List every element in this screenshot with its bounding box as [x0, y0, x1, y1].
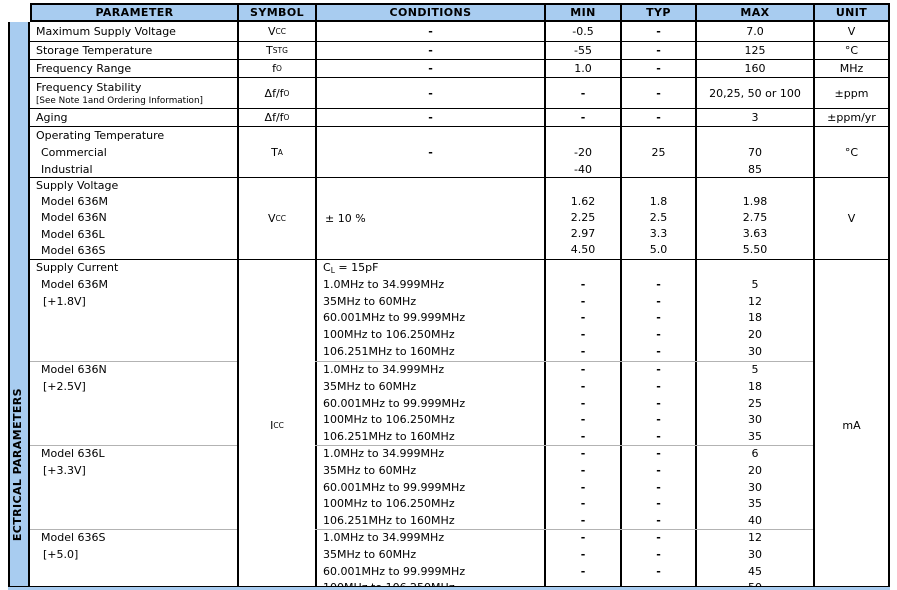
- symbol-subscript: O: [283, 88, 290, 98]
- condition-row: [315, 362, 813, 379]
- min-cell: -: [544, 294, 620, 311]
- max-cell: 40: [695, 513, 813, 530]
- conditions-cell: 35MHz to 60MHz: [315, 379, 544, 396]
- voltage-label: [+1.8V]: [43, 294, 86, 308]
- max-cell: 30: [695, 412, 813, 429]
- typ-cell: -: [620, 396, 695, 413]
- condition-row: [315, 310, 813, 327]
- param-line: Model 636N: [41, 211, 107, 225]
- load-cap-base: C: [323, 261, 331, 274]
- typ-value: 5.0: [649, 243, 668, 257]
- conditions-cell: 1.0MHz to 34.999MHz: [315, 446, 544, 463]
- symbol-subscript: STG: [272, 46, 288, 55]
- typ-cell: -: [620, 446, 695, 463]
- param-cell: Aging: [36, 111, 68, 124]
- values-block-636l: [315, 445, 813, 529]
- voltage-label: [+5.0]: [43, 547, 79, 561]
- symbol-cell: [237, 260, 315, 590]
- conditions-cell: 35MHz to 60MHz: [315, 294, 544, 311]
- min-cell: 1.0: [544, 60, 620, 77]
- values-block-636s: [315, 529, 813, 590]
- max-cell: 18: [695, 310, 813, 327]
- symbol-base: Δf/f: [264, 86, 284, 100]
- conditions-values-group: [315, 260, 813, 590]
- condition-row: [315, 379, 813, 396]
- typ-cell: -: [620, 42, 695, 59]
- typ-cell: -: [620, 78, 695, 108]
- max-cell: 12: [695, 294, 813, 311]
- condition-row: [315, 327, 813, 344]
- max-cell: 20: [695, 463, 813, 480]
- max-cell: 30: [695, 344, 813, 361]
- condition-row: [315, 344, 813, 361]
- max-cell: [695, 127, 813, 178]
- min-cell: -: [544, 547, 620, 564]
- min-cell: -: [544, 362, 620, 379]
- conditions-cell: 35MHz to 60MHz: [315, 463, 544, 480]
- table-row: [30, 41, 890, 59]
- param-line: Model 636S: [41, 243, 106, 257]
- param-block-636m: [30, 260, 237, 361]
- condition-row: [315, 547, 813, 564]
- symbol-cell: [237, 178, 315, 259]
- max-cell: 6: [695, 446, 813, 463]
- typ-cell: -: [620, 412, 695, 429]
- model-label: Model 636S: [41, 531, 106, 544]
- condition-row: [315, 429, 813, 446]
- min-cell: -: [544, 78, 620, 108]
- values-block-636m: [315, 260, 813, 361]
- condition-row: [315, 294, 813, 311]
- typ-cell: -: [620, 109, 695, 126]
- param-title: Frequency Stability: [36, 81, 142, 94]
- max-cell: 160: [695, 60, 813, 77]
- symbol-base: f: [272, 62, 276, 75]
- symbol-base: Δf/f: [264, 111, 284, 124]
- min-cell: -: [544, 446, 620, 463]
- min-cell: -: [544, 480, 620, 497]
- typ-cell: -: [620, 310, 695, 327]
- max-cell: 5: [695, 277, 813, 294]
- param-block-636l: [30, 445, 237, 529]
- conditions-cell: 60.001MHz to 99.999MHz: [315, 564, 544, 581]
- typ-cell: -: [620, 513, 695, 530]
- col-header-typ: TYP: [620, 5, 695, 20]
- voltage-label: [+2.5V]: [43, 379, 86, 393]
- param-note: [See Note 1and Ordering Information]: [36, 96, 203, 106]
- unit-cell: ±ppm/yr: [813, 109, 890, 126]
- min-cell: -0.5: [544, 22, 620, 41]
- section-sidebar-label: ECTRICAL PARAMETERS: [11, 388, 24, 542]
- max-cell: 5: [695, 362, 813, 379]
- max-cell: 30: [695, 480, 813, 497]
- conditions-cell: [315, 260, 544, 277]
- conditions-cell: -: [315, 78, 544, 108]
- conditions-cell: 100MHz to 106.250MHz: [315, 496, 544, 513]
- min-cell: -: [544, 412, 620, 429]
- min-value: 4.50: [570, 243, 596, 257]
- table-header-row: [30, 3, 890, 22]
- min-value: -20: [574, 146, 592, 159]
- symbol-cell: [237, 22, 315, 41]
- param-cell: Frequency Range: [36, 62, 132, 75]
- param-block-636s: [30, 529, 237, 590]
- max-cell: 30: [695, 547, 813, 564]
- param-line: Model 636L: [41, 227, 105, 241]
- conditions-cell: 35MHz to 60MHz: [315, 547, 544, 564]
- min-cell: -: [544, 496, 620, 513]
- typ-cell: -: [620, 327, 695, 344]
- max-cell: 18: [695, 379, 813, 396]
- symbol-subscript: A: [277, 148, 283, 157]
- min-cell: [544, 127, 620, 178]
- max-cell: 7.0: [695, 22, 813, 41]
- param-cell: [30, 78, 237, 108]
- table-row: [30, 77, 890, 108]
- supply-current-row: [30, 259, 890, 590]
- min-cell: -: [544, 379, 620, 396]
- conditions-cell: 100MHz to 106.250MHz: [315, 327, 544, 344]
- table-main: [30, 22, 890, 590]
- symbol-subscript: CC: [275, 214, 286, 223]
- param-line: Model 636M: [41, 195, 109, 209]
- conditions-cell: 60.001MHz to 99.999MHz: [315, 396, 544, 413]
- param-cell: Storage Temperature: [36, 44, 153, 57]
- min-cell: [544, 178, 620, 259]
- param-cell: [30, 178, 237, 259]
- col-header-conditions: CONDITIONS: [315, 5, 544, 20]
- unit-cell: V: [813, 178, 890, 259]
- condition-row: [315, 496, 813, 513]
- conditions-cell: 100MHz to 106.250MHz: [315, 412, 544, 429]
- typ-cell: 25: [620, 127, 695, 178]
- voltage-label: [+3.3V]: [43, 463, 86, 477]
- max-cell: 125: [695, 42, 813, 59]
- symbol-subscript: CC: [273, 420, 284, 430]
- condition-row: [315, 513, 813, 530]
- load-cap-rest: = 15pF: [334, 261, 379, 274]
- param-cell: [30, 260, 237, 590]
- symbol-cell: [237, 78, 315, 108]
- values-block-636n: [315, 361, 813, 445]
- min-cell: -: [544, 396, 620, 413]
- conditions-cell: 60.001MHz to 99.999MHz: [315, 310, 544, 327]
- typ-cell: -: [620, 480, 695, 497]
- max-cell: 35: [695, 429, 813, 446]
- unit-cell: °C: [813, 42, 890, 59]
- cut-off-next-section-row: [8, 586, 890, 590]
- condition-row: [315, 463, 813, 480]
- typ-value: 1.8: [649, 195, 668, 208]
- symbol-cell: [237, 42, 315, 59]
- min-cell: -55: [544, 42, 620, 59]
- typ-cell: -: [620, 463, 695, 480]
- electrical-parameters-table: [8, 3, 890, 590]
- symbol-cell: [237, 60, 315, 77]
- conditions-cell: -: [315, 60, 544, 77]
- condition-row: [315, 480, 813, 497]
- conditions-cell: 1.0MHz to 34.999MHz: [315, 362, 544, 379]
- conditions-cell: 106.251MHz to 160MHz: [315, 429, 544, 446]
- typ-cell: -: [620, 22, 695, 41]
- param-cell: Maximum Supply Voltage: [36, 25, 176, 38]
- table-row: [30, 22, 890, 41]
- col-header-unit: UNIT: [813, 5, 888, 20]
- col-header-parameter: PARAMETER: [95, 6, 174, 19]
- typ-cell: -: [620, 294, 695, 311]
- conditions-cell: 60.001MHz to 99.999MHz: [315, 480, 544, 497]
- param-title: Operating Temperature: [36, 129, 165, 142]
- max-cell: [695, 260, 813, 277]
- model-label: Model 636L: [41, 447, 105, 460]
- min-cell: -: [544, 429, 620, 446]
- typ-cell: -: [620, 564, 695, 581]
- table-row: [30, 108, 890, 126]
- max-value: 2.75: [742, 211, 768, 225]
- supply-voltage-row: [30, 177, 890, 259]
- section-sidebar: [8, 22, 30, 590]
- table-body: [8, 22, 890, 590]
- min-cell: [544, 260, 620, 277]
- typ-cell: -: [620, 277, 695, 294]
- max-cell: 25: [695, 396, 813, 413]
- unit-cell: ±ppm: [813, 78, 890, 108]
- param-line: Commercial: [41, 146, 107, 159]
- typ-cell: [620, 260, 695, 277]
- max-cell: 45: [695, 564, 813, 581]
- min-cell: -: [544, 109, 620, 126]
- param-title: Supply Voltage: [36, 179, 119, 192]
- table-row: [30, 59, 890, 77]
- symbol-subscript: O: [275, 64, 282, 73]
- typ-cell: -: [620, 60, 695, 77]
- param-title: Supply Current: [36, 261, 119, 274]
- max-cell: [695, 178, 813, 259]
- col-header-symbol: SYMBOL: [237, 5, 315, 20]
- min-cell: -: [544, 564, 620, 581]
- unit-cell: V: [813, 22, 890, 41]
- param-block-636n: [30, 361, 237, 445]
- conditions-cell: -: [315, 22, 544, 41]
- max-value: 5.50: [742, 243, 768, 257]
- symbol-base: T: [271, 146, 278, 159]
- typ-cell: -: [620, 547, 695, 564]
- condition-row: [315, 530, 813, 547]
- condition-row: [315, 564, 813, 581]
- load-cap-subscript: L: [330, 266, 335, 275]
- symbol-cell: [237, 109, 315, 126]
- symbol-base: V: [267, 25, 276, 38]
- typ-cell: -: [620, 344, 695, 361]
- condition-row: [315, 260, 813, 277]
- max-cell: 20,25, 50 or 100: [695, 78, 813, 108]
- conditions-cell: 106.251MHz to 160MHz: [315, 344, 544, 361]
- symbol-subscript: O: [283, 113, 290, 122]
- max-value: 1.98: [742, 195, 768, 208]
- typ-value: 3.3: [649, 227, 668, 241]
- conditions-cell: -: [315, 42, 544, 59]
- typ-cell: [620, 178, 695, 259]
- symbol-cell: [237, 127, 315, 178]
- model-label: Model 636M: [41, 277, 109, 291]
- min-value: 2.97: [570, 227, 596, 241]
- max-cell: 20: [695, 327, 813, 344]
- typ-cell: -: [620, 496, 695, 513]
- min-value: -40: [574, 163, 592, 176]
- min-value: 1.62: [570, 195, 596, 208]
- min-cell: -: [544, 310, 620, 327]
- conditions-cell: -: [315, 109, 544, 126]
- typ-cell: -: [620, 530, 695, 547]
- operating-temperature-row: [30, 126, 890, 177]
- conditions-cell: 106.251MHz to 160MHz: [315, 513, 544, 530]
- col-header-max: MAX: [695, 5, 813, 20]
- col-header-min: MIN: [544, 5, 620, 20]
- typ-cell: -: [620, 362, 695, 379]
- typ-value: 2.5: [649, 211, 668, 225]
- conditions-cell: -: [315, 127, 544, 178]
- max-cell: 35: [695, 496, 813, 513]
- conditions-cell: 1.0MHz to 34.999MHz: [315, 530, 544, 547]
- symbol-base: T: [266, 44, 273, 57]
- condition-row: [315, 446, 813, 463]
- max-value: 70: [748, 146, 762, 159]
- model-label: Model 636N: [41, 363, 107, 376]
- min-cell: -: [544, 463, 620, 480]
- min-value: 2.25: [570, 211, 596, 225]
- symbol-base: I: [270, 418, 274, 432]
- typ-cell: -: [620, 379, 695, 396]
- max-cell: 3: [695, 109, 813, 126]
- condition-row: [315, 396, 813, 413]
- conditions-cell: 1.0MHz to 34.999MHz: [315, 277, 544, 294]
- unit-cell: MHz: [813, 60, 890, 77]
- symbol-subscript: CC: [275, 27, 286, 36]
- min-cell: -: [544, 327, 620, 344]
- unit-cell: mA: [813, 260, 890, 590]
- unit-cell: °C: [813, 127, 890, 178]
- max-value: 3.63: [742, 227, 768, 241]
- min-cell: -: [544, 277, 620, 294]
- min-cell: -: [544, 513, 620, 530]
- typ-cell: -: [620, 429, 695, 446]
- max-value: 85: [748, 163, 762, 176]
- param-cell: [30, 127, 237, 178]
- max-cell: 12: [695, 530, 813, 547]
- condition-row: [315, 412, 813, 429]
- min-cell: -: [544, 530, 620, 547]
- param-line: Industrial: [41, 163, 93, 176]
- symbol-base: V: [267, 212, 276, 225]
- min-cell: -: [544, 344, 620, 361]
- condition-row: [315, 277, 813, 294]
- conditions-cell: ± 10 %: [315, 178, 544, 259]
